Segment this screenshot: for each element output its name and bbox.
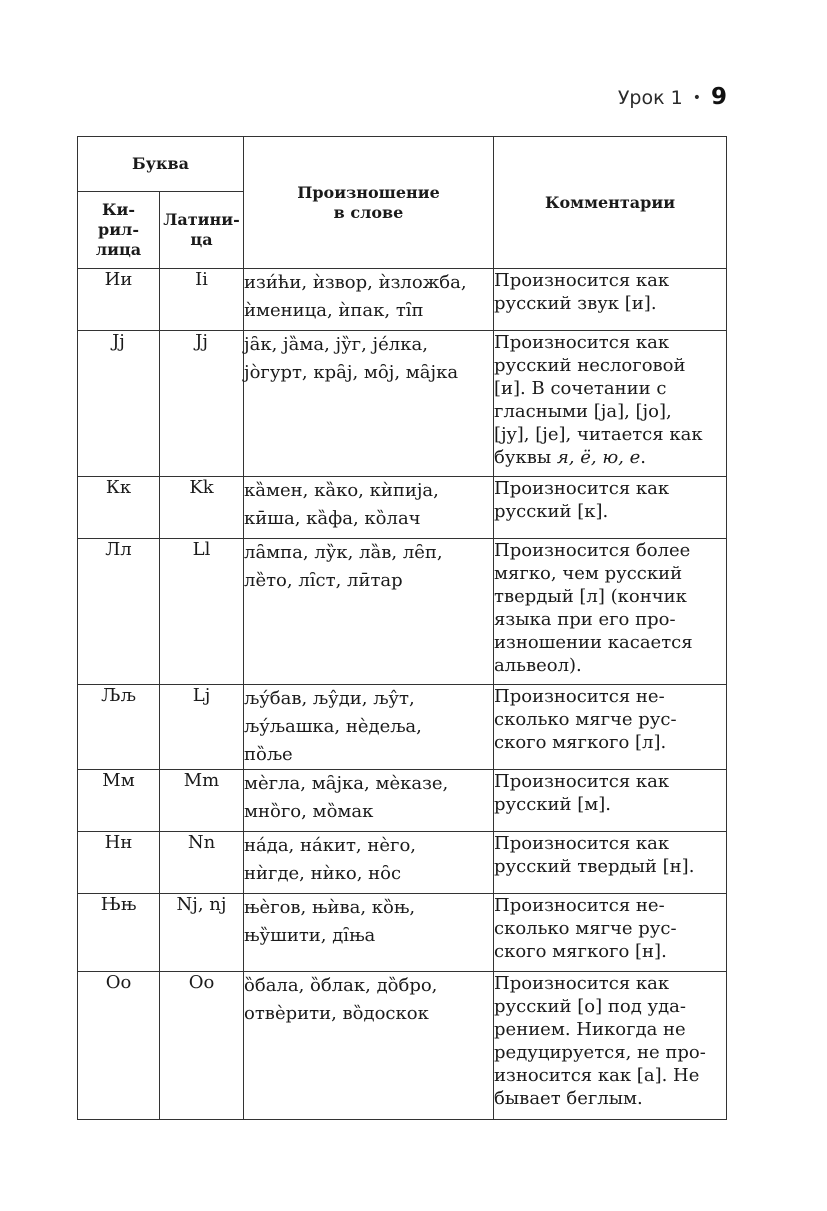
header-latin: Латини- ца	[160, 192, 244, 269]
cyrillic-letter: Jj	[78, 331, 160, 477]
table-row	[78, 477, 727, 539]
comment-cell	[494, 685, 727, 770]
example-line: jо̀гурт, крȃj, мȏj, мȃjка	[244, 362, 459, 383]
comment-cell	[494, 832, 727, 894]
comment-line: Произносится как	[494, 833, 670, 854]
comment-line: гласными [ja], [jo],	[494, 401, 672, 422]
comment-line: рением. Никогда не	[494, 1019, 686, 1040]
comment-line	[494, 446, 726, 469]
example-line: на́да, на́кит, нѐго,	[244, 835, 417, 856]
pronunciation-examples	[244, 685, 494, 770]
pronunciation-examples	[244, 331, 494, 477]
example-line: њѐгов, њѝва, кȍњ,	[244, 897, 416, 918]
table-row	[78, 832, 727, 894]
comment-line: русский твердый [н].	[494, 856, 695, 877]
table-row	[78, 770, 727, 832]
latin-letter: Nj, nj	[160, 894, 244, 972]
latin-letter: Lj	[160, 685, 244, 770]
comment-line: Произносится как	[494, 771, 670, 792]
lesson-title: Урок 1	[617, 87, 683, 109]
comment-line: русский [м].	[494, 794, 612, 815]
pronunciation-examples	[244, 832, 494, 894]
latin-letter: Ll	[160, 539, 244, 685]
comment-cell	[494, 331, 727, 477]
comment-line: [jy], [je], читается как	[494, 424, 703, 445]
table-row	[78, 331, 727, 477]
comment-line: Произносится более	[494, 540, 691, 561]
comment-line: Произносится как	[494, 973, 670, 994]
comment-line: Произносится не-	[494, 686, 665, 707]
pronunciation-examples	[244, 477, 494, 539]
example-line: кȁмен, кȁко, кѝпија,	[244, 480, 439, 501]
comment-line: языка при его про-	[494, 609, 676, 630]
latin-letter: Nn	[160, 832, 244, 894]
pronunciation-examples	[244, 894, 494, 972]
comment-italic-letters: я, ё, ю, е	[556, 447, 641, 468]
comment-line: бывает беглым.	[494, 1088, 643, 1109]
comment-text: буквы	[494, 447, 557, 468]
comment-line: [и]. В сочетании с	[494, 378, 667, 399]
comment-line: мягко, чем русский	[494, 563, 683, 584]
table-body	[78, 269, 727, 1120]
comment-line: русский [о] под уда-	[494, 996, 686, 1017]
example-line: љу́бав, љу̂ди, љу̂т,	[244, 688, 415, 709]
pronunciation-examples	[244, 770, 494, 832]
latin-letter: Ii	[160, 269, 244, 331]
comment-line: Произносится как	[494, 478, 670, 499]
comment-cell	[494, 972, 727, 1120]
comment-line: русский звук [и].	[494, 293, 657, 314]
cyrillic-letter: Мм	[78, 770, 160, 832]
example-line: њу̏шити, дȋња	[244, 925, 376, 946]
comment-line: Произносится как	[494, 332, 670, 353]
header-pronunciation: Произношение в слове	[244, 137, 494, 269]
comment-line: русский [к].	[494, 501, 609, 522]
comment-cell	[494, 894, 727, 972]
comment-cell	[494, 269, 727, 331]
cyrillic-letter: Љљ	[78, 685, 160, 770]
example-line: мѐгла, мȃјка, мѐказе,	[244, 773, 449, 794]
header-letter: Буква	[78, 137, 244, 192]
comment-line: альвеол).	[494, 655, 582, 676]
cyrillic-letter: Ии	[78, 269, 160, 331]
comment-line: изношении касается	[494, 632, 693, 653]
cyrillic-letter: Нн	[78, 832, 160, 894]
table-row	[78, 539, 727, 685]
comment-line: твердый [л] (кончик	[494, 586, 687, 607]
header-bullet: •	[692, 90, 701, 106]
example-line: ѝменица, ѝпак, тȋп	[244, 300, 424, 321]
pronunciation-examples	[244, 269, 494, 331]
latin-letter: Kk	[160, 477, 244, 539]
table-row	[78, 972, 727, 1120]
comment-cell	[494, 539, 727, 685]
comment-line: редуцируется, не про-	[494, 1042, 706, 1063]
pronunciation-examples	[244, 972, 494, 1120]
latin-letter: Mm	[160, 770, 244, 832]
header-comments: Комментарии	[494, 137, 727, 269]
latin-letter: Jj	[160, 331, 244, 477]
header-cyrillic: Ки- рил- лица	[78, 192, 160, 269]
example-line: лȅто, лȋст, лӣтар	[244, 570, 403, 591]
example-line: ȍбала, ȍблак, дȍбро,	[244, 975, 438, 996]
cyrillic-letter: Лл	[78, 539, 160, 685]
example-line: изи́ћи, ѝзвор, ѝзложба,	[244, 272, 467, 293]
comment-line: сколько мягче рус-	[494, 709, 677, 730]
cyrillic-letter: Њњ	[78, 894, 160, 972]
pronunciation-examples	[244, 539, 494, 685]
comment-line: Произносится не-	[494, 895, 665, 916]
comment-cell	[494, 770, 727, 832]
table-row	[78, 685, 727, 770]
example-line: отвѐрити, вȍдоскок	[244, 1003, 429, 1024]
cyrillic-letter: Кк	[78, 477, 160, 539]
latin-letter: Oo	[160, 972, 244, 1120]
example-line: нѝгде, нѝко, нȏс	[244, 863, 402, 884]
example-line: лȃмпа, лу̏к, лȁв, лȇп,	[244, 542, 443, 563]
comment-line: ского мягкого [н].	[494, 941, 667, 962]
running-header	[618, 84, 727, 110]
example-line: jȃк, jȁма, jу̏г, jе́лка,	[244, 334, 428, 355]
comment-line: русский неслоговой	[494, 355, 686, 376]
comment-period: .	[640, 447, 647, 468]
example-line: мнȍго, мȍмак	[244, 801, 374, 822]
alphabet-table	[77, 136, 727, 1120]
comment-line: ского мягкого [л].	[494, 732, 667, 753]
example-line: пȍље	[244, 744, 293, 765]
table-row	[78, 269, 727, 331]
page-number: 9	[710, 84, 727, 110]
comment-line: сколько мягче рус-	[494, 918, 677, 939]
comment-cell	[494, 477, 727, 539]
comment-line: Произносится как	[494, 270, 670, 291]
example-line: љу́љашка, нѐдеља,	[244, 716, 422, 737]
cyrillic-letter: Оо	[78, 972, 160, 1120]
comment-line: износится как [а]. Не	[494, 1065, 700, 1086]
table-row	[78, 894, 727, 972]
example-line: кӣша, кȁфа, кȍлач	[244, 508, 421, 529]
